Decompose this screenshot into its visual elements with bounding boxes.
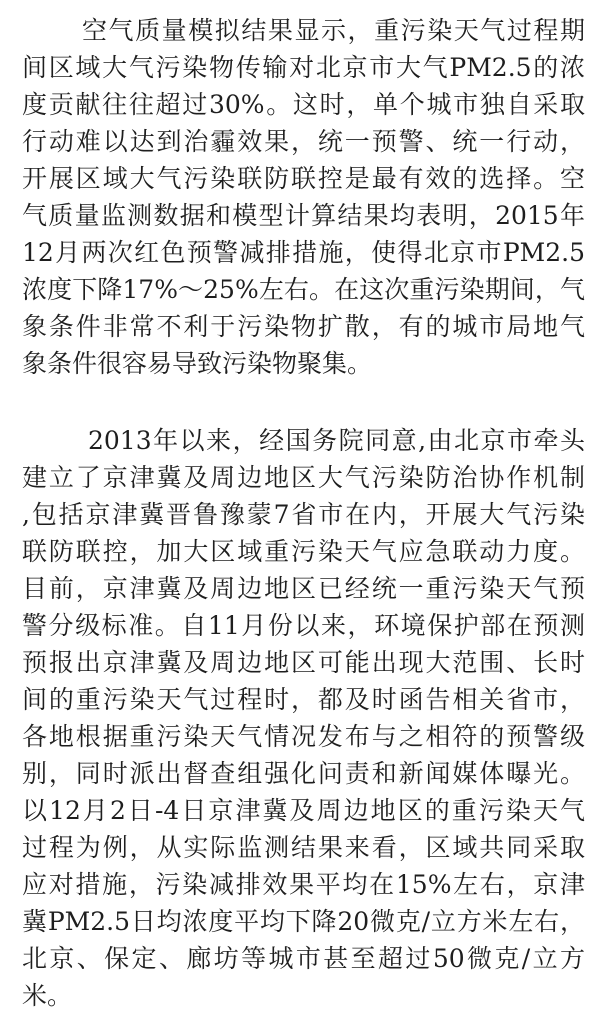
text-line: 浓度下降17%～25%左右。在这次重污染期间，气 bbox=[22, 275, 585, 304]
text-line: 联防联控，加大区域重污染天气应急联动力度。 bbox=[22, 537, 585, 566]
text-line: 米。 bbox=[22, 981, 73, 1010]
text-line: 行动难以达到治霾效果，统一预警、统一行动， bbox=[22, 127, 585, 156]
paragraph-2 bbox=[22, 422, 585, 1014]
text-line: 冀PM2.5日均浓度平均下降20微克/立方米左右， bbox=[22, 907, 585, 936]
text-line: 开展区域大气污染联防联控是最有效的选择。空 bbox=[22, 164, 585, 193]
text-line: 建立了京津冀及周边地区大气污染防治协作机制 bbox=[22, 463, 585, 492]
text-line: 间区域大气污染物传输对北京市大气PM2.5的浓 bbox=[22, 53, 585, 82]
text-line: 警分级标准。自11月份以来，环境保护部在预测 bbox=[22, 611, 585, 640]
text-line: 应对措施，污染减排效果平均在15%左右，京津 bbox=[22, 870, 585, 899]
text-line: 度贡献往往超过30%。这时，单个城市独自采取 bbox=[22, 90, 585, 119]
text-line: 目前，京津冀及周边地区已经统一重污染天气预 bbox=[22, 574, 585, 603]
text-line: 2013年以来，经国务院同意,由北京市牵头 bbox=[88, 426, 585, 455]
text-line: 12月两次红色预警减排措施，使得北京市PM2.5 bbox=[22, 238, 585, 267]
text-line: 气质量监测数据和模型计算结果均表明，2015年 bbox=[22, 201, 585, 230]
text-line: 以12月2日-4日京津冀及周边地区的重污染天气 bbox=[22, 796, 585, 825]
text-line: 象条件非常不利于污染物扩散，有的城市局地气 bbox=[22, 312, 585, 341]
text-line: 象条件很容易导致污染物聚集。 bbox=[22, 349, 373, 378]
text-line: 空气质量模拟结果显示，重污染天气过程期 bbox=[82, 16, 585, 45]
text-line: 过程为例，从实际监测结果来看，区域共同采取 bbox=[22, 833, 585, 862]
text-line: 别，同时派出督查组强化问责和新闻媒体曝光。 bbox=[22, 759, 585, 788]
text-line: 预报出京津冀及周边地区可能出现大范围、长时 bbox=[22, 648, 585, 677]
text-line: 间的重污染天气过程时，都及时函告相关省市， bbox=[22, 685, 585, 714]
text-line: ,包括京津冀晋鲁豫蒙7省市在内，开展大气污染 bbox=[22, 500, 585, 529]
text-line: 各地根据重污染天气情况发布与之相符的预警级 bbox=[22, 722, 585, 751]
text-line: 北京、保定、廊坊等城市甚至超过50微克/立方 bbox=[22, 944, 585, 973]
paragraph-1 bbox=[22, 12, 585, 382]
